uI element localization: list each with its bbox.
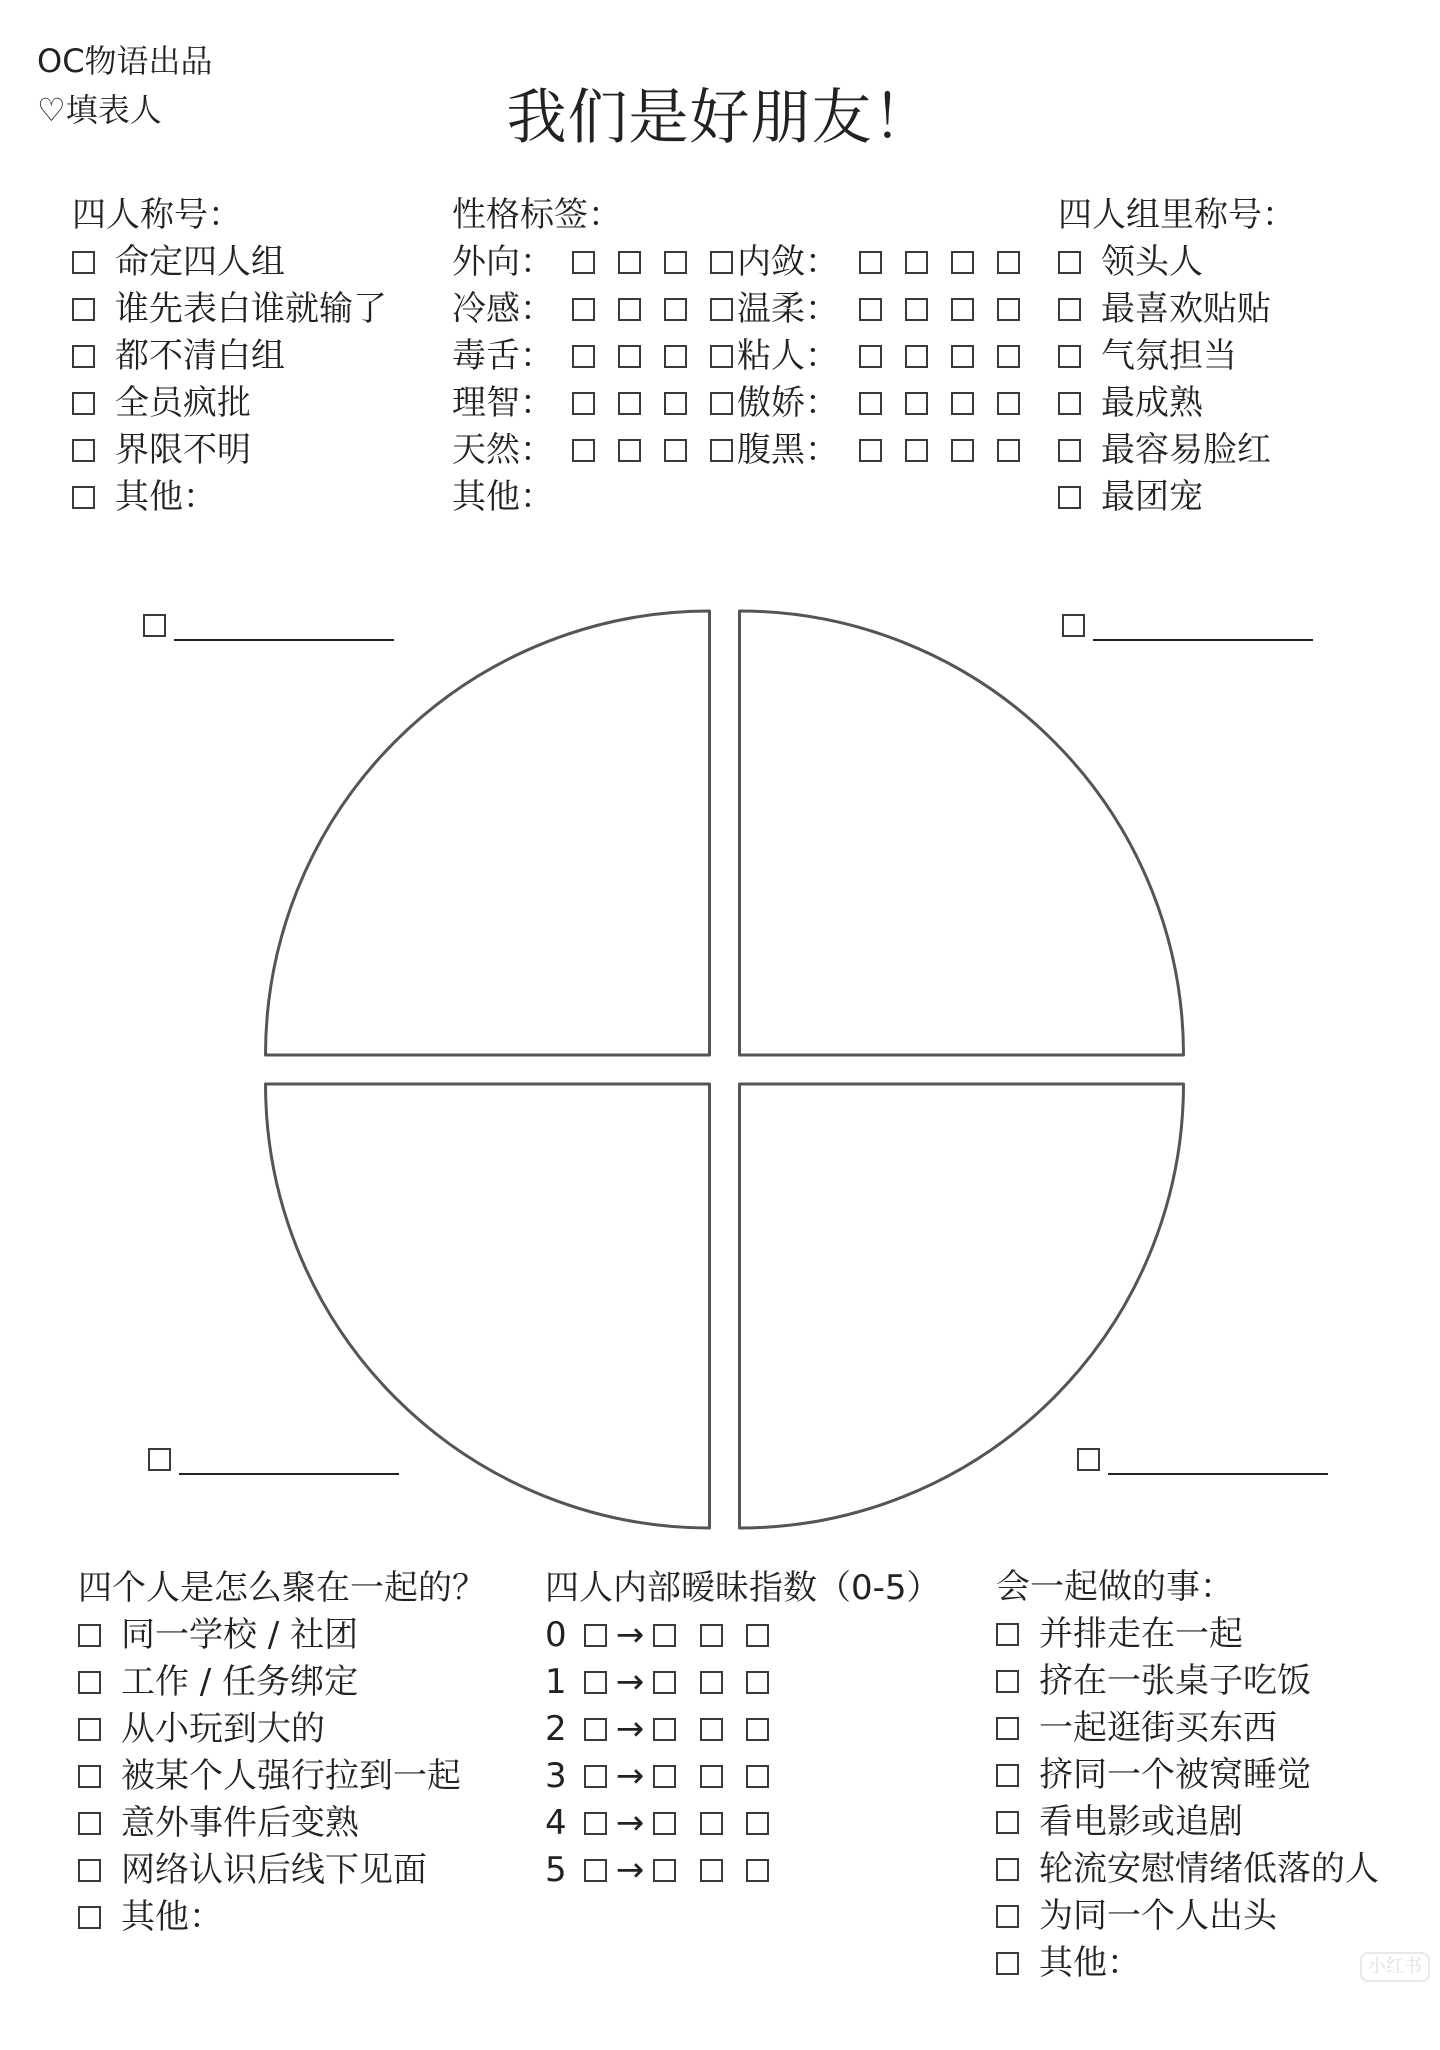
checkbox-icon[interactable] xyxy=(72,439,95,462)
activity-option[interactable] xyxy=(996,1705,1379,1752)
to-box[interactable] xyxy=(653,1812,676,1835)
trait-rating-box[interactable] xyxy=(997,392,1020,415)
quadrant-bottom-right[interactable] xyxy=(740,1084,1184,1528)
role-option[interactable] xyxy=(1058,474,1296,521)
how-met-option[interactable] xyxy=(78,1659,486,1706)
checkbox-icon[interactable] xyxy=(1058,298,1081,321)
from-box[interactable] xyxy=(584,1812,607,1835)
trait-label: 腹黑： xyxy=(737,430,839,470)
arrow-right-icon: → xyxy=(615,1662,645,1702)
level-number: 1 xyxy=(545,1662,567,1702)
checkbox-icon[interactable] xyxy=(78,1812,101,1835)
trait-rating-box[interactable] xyxy=(951,439,974,462)
to-box[interactable] xyxy=(700,1812,723,1835)
from-box[interactable] xyxy=(584,1765,607,1788)
option-label: 并排走在一起 xyxy=(1039,1614,1243,1654)
quadrant-bottom-left[interactable] xyxy=(266,1084,710,1528)
role-option[interactable] xyxy=(1058,333,1296,380)
quadrant-top-right[interactable] xyxy=(740,611,1184,1055)
how-met-section xyxy=(78,1565,486,1941)
ambiguity-index-section xyxy=(545,1565,941,1894)
option-label: 看电影或追剧 xyxy=(1039,1802,1243,1842)
filler-label: ♡填表人 xyxy=(37,91,162,129)
option-label: 同一学校 / 社团 xyxy=(121,1615,359,1655)
trait-rating-box[interactable] xyxy=(710,251,733,274)
trait-rating-box[interactable] xyxy=(618,298,641,321)
trait-row xyxy=(452,239,1020,286)
option-label: 领头人 xyxy=(1101,242,1203,282)
from-box[interactable] xyxy=(584,1718,607,1741)
group-title-option[interactable] xyxy=(72,474,387,521)
checkbox-icon[interactable] xyxy=(72,298,95,321)
option-label: 其他： xyxy=(121,1897,223,1937)
trait-rating-box[interactable] xyxy=(905,298,928,321)
activity-option[interactable] xyxy=(996,1799,1379,1846)
option-label: 挤在一张桌子吃饭 xyxy=(1039,1661,1311,1701)
group-titles-section xyxy=(72,192,387,521)
role-option[interactable] xyxy=(1058,286,1296,333)
checkbox-icon[interactable] xyxy=(1058,392,1081,415)
checkbox-icon[interactable] xyxy=(1058,439,1081,462)
to-box[interactable] xyxy=(700,1859,723,1882)
trait-rating-box[interactable] xyxy=(997,251,1020,274)
to-box[interactable] xyxy=(700,1624,723,1647)
trait-rating-box[interactable] xyxy=(618,345,641,368)
trait-rating-box[interactable] xyxy=(572,392,595,415)
trait-rating-box[interactable] xyxy=(859,345,882,368)
activity-option[interactable] xyxy=(996,1752,1379,1799)
option-label: 最喜欢贴贴 xyxy=(1101,289,1271,329)
option-label: 最容易脸红 xyxy=(1101,430,1271,470)
to-box[interactable] xyxy=(746,1812,769,1835)
ambiguity-row xyxy=(545,1847,941,1894)
trait-rating-box[interactable] xyxy=(951,392,974,415)
option-label: 最成熟 xyxy=(1101,383,1203,423)
role-option[interactable] xyxy=(1058,239,1296,286)
checkbox-icon[interactable] xyxy=(143,614,166,637)
checkbox-icon[interactable] xyxy=(996,1623,1019,1646)
to-box[interactable] xyxy=(653,1624,676,1647)
trait-rating-box[interactable] xyxy=(618,392,641,415)
option-label: 全员疯批 xyxy=(115,383,251,423)
from-box[interactable] xyxy=(584,1859,607,1882)
to-box[interactable] xyxy=(746,1859,769,1882)
trait-rating-box[interactable] xyxy=(710,439,733,462)
option-label: 从小玩到大的 xyxy=(121,1709,325,1749)
trait-rating-box[interactable] xyxy=(572,251,595,274)
option-label: 工作 / 任务绑定 xyxy=(121,1662,359,1702)
group-title-option[interactable] xyxy=(72,239,387,286)
to-box[interactable] xyxy=(653,1859,676,1882)
checkbox-icon[interactable] xyxy=(72,345,95,368)
checkbox-icon[interactable] xyxy=(78,1906,101,1929)
ambiguity-row xyxy=(545,1659,941,1706)
role-option[interactable] xyxy=(1058,380,1296,427)
trait-row xyxy=(452,427,1020,474)
arrow-right-icon: → xyxy=(615,1850,645,1890)
to-box[interactable] xyxy=(653,1765,676,1788)
trait-rating-box[interactable] xyxy=(905,439,928,462)
trait-rating-box[interactable] xyxy=(905,392,928,415)
how-met-option[interactable] xyxy=(78,1612,486,1659)
page-title: 我们是好朋友！ xyxy=(506,83,934,153)
checkbox-icon[interactable] xyxy=(78,1624,101,1647)
trait-label: 天然： xyxy=(452,430,554,470)
arrow-right-icon: → xyxy=(615,1803,645,1843)
from-box[interactable] xyxy=(584,1624,607,1647)
checkbox-icon[interactable] xyxy=(996,1764,1019,1787)
checkbox-icon[interactable] xyxy=(78,1718,101,1741)
option-label: 命定四人组 xyxy=(115,242,285,282)
option-label: 最团宠 xyxy=(1101,477,1203,517)
trait-rating-box[interactable] xyxy=(905,345,928,368)
trait-label: 毒舌： xyxy=(452,336,554,376)
from-box[interactable] xyxy=(584,1671,607,1694)
group-title-option[interactable] xyxy=(72,380,387,427)
group-title-option[interactable] xyxy=(72,427,387,474)
option-label: 谁先表白谁就输了 xyxy=(115,289,387,329)
option-label: 都不清白组 xyxy=(115,336,285,376)
ambiguity-row xyxy=(545,1753,941,1800)
trait-rating-box[interactable] xyxy=(951,298,974,321)
checkbox-icon[interactable] xyxy=(72,392,95,415)
section-heading: 四人内部暧昧指数（0-5） xyxy=(545,1568,941,1608)
trait-rating-box[interactable] xyxy=(572,345,595,368)
to-box[interactable] xyxy=(746,1624,769,1647)
group-title-option[interactable] xyxy=(72,333,387,380)
ambiguity-row xyxy=(545,1706,941,1753)
trait-rating-box[interactable] xyxy=(859,439,882,462)
trait-rating-box[interactable] xyxy=(664,345,687,368)
roles-section xyxy=(1058,192,1296,521)
option-label: 挤同一个被窝睡觉 xyxy=(1039,1755,1311,1795)
trait-rating-box[interactable] xyxy=(572,439,595,462)
checkbox-icon[interactable] xyxy=(72,251,95,274)
how-met-option[interactable] xyxy=(78,1847,486,1894)
activity-option[interactable] xyxy=(996,1940,1379,1987)
trait-rating-box[interactable] xyxy=(859,298,882,321)
trait-rating-box[interactable] xyxy=(859,392,882,415)
option-label: 气氛担当 xyxy=(1101,336,1237,376)
checkbox-icon[interactable] xyxy=(1058,486,1081,509)
to-box[interactable] xyxy=(700,1765,723,1788)
trait-other-label: 其他： xyxy=(452,477,554,517)
watermark-logo: 小红书 xyxy=(1360,1952,1430,1982)
trait-rating-box[interactable] xyxy=(997,345,1020,368)
trait-row xyxy=(452,286,1020,333)
trait-label: 傲娇： xyxy=(737,383,839,423)
trait-label: 温柔： xyxy=(737,289,839,329)
option-label: 其他： xyxy=(1039,1943,1141,1983)
to-box[interactable] xyxy=(700,1718,723,1741)
personality-tags-section xyxy=(452,192,1020,521)
checkbox-icon[interactable] xyxy=(996,1858,1019,1881)
option-label: 轮流安慰情绪低落的人 xyxy=(1039,1849,1379,1889)
how-met-option[interactable] xyxy=(78,1894,486,1941)
checkbox-icon[interactable] xyxy=(996,1952,1019,1975)
checkbox-icon[interactable] xyxy=(148,1448,171,1471)
trait-rating-box[interactable] xyxy=(664,439,687,462)
how-met-option[interactable] xyxy=(78,1753,486,1800)
arrow-right-icon: → xyxy=(615,1709,645,1749)
option-label: 一起逛街买东西 xyxy=(1039,1708,1277,1748)
how-met-option[interactable] xyxy=(78,1706,486,1753)
checkbox-icon[interactable] xyxy=(996,1905,1019,1928)
trait-rating-box[interactable] xyxy=(664,298,687,321)
trait-rating-box[interactable] xyxy=(859,251,882,274)
level-number: 2 xyxy=(545,1709,567,1749)
trait-rating-box[interactable] xyxy=(951,251,974,274)
role-option[interactable] xyxy=(1058,427,1296,474)
level-number: 5 xyxy=(545,1850,567,1890)
trait-rating-box[interactable] xyxy=(618,439,641,462)
to-box[interactable] xyxy=(653,1671,676,1694)
section-heading: 会一起做的事： xyxy=(996,1567,1234,1607)
brand-label: OC物语出品 xyxy=(37,42,213,80)
to-box[interactable] xyxy=(746,1765,769,1788)
trait-label: 外向： xyxy=(452,242,554,282)
trait-label: 粘人： xyxy=(737,336,839,376)
trait-rating-box[interactable] xyxy=(997,298,1020,321)
checkbox-icon[interactable] xyxy=(78,1765,101,1788)
checkbox-icon[interactable] xyxy=(1058,345,1081,368)
checkbox-icon[interactable] xyxy=(72,486,95,509)
how-met-option[interactable] xyxy=(78,1800,486,1847)
to-box[interactable] xyxy=(746,1671,769,1694)
trait-rating-box[interactable] xyxy=(664,392,687,415)
arrow-right-icon: → xyxy=(615,1615,645,1655)
level-number: 4 xyxy=(545,1803,567,1843)
option-label: 意外事件后变熟 xyxy=(121,1803,359,1843)
trait-row xyxy=(452,333,1020,380)
trait-rating-box[interactable] xyxy=(664,251,687,274)
section-heading: 四人称号： xyxy=(72,195,242,235)
activity-option[interactable] xyxy=(996,1893,1379,1940)
checkbox-icon[interactable] xyxy=(996,1717,1019,1740)
checkbox-icon[interactable] xyxy=(78,1859,101,1882)
activity-option[interactable] xyxy=(996,1846,1379,1893)
trait-label: 理智： xyxy=(452,383,554,423)
ambiguity-row xyxy=(545,1800,941,1847)
trait-rating-box[interactable] xyxy=(710,298,733,321)
checkbox-icon[interactable] xyxy=(996,1811,1019,1834)
activity-option[interactable] xyxy=(996,1658,1379,1705)
to-box[interactable] xyxy=(746,1718,769,1741)
option-label: 其他： xyxy=(115,477,217,517)
trait-label: 冷感： xyxy=(452,289,554,329)
four-quadrant-circle xyxy=(255,600,1195,1540)
checkbox-icon[interactable] xyxy=(1058,251,1081,274)
shared-activities-section xyxy=(996,1564,1379,1987)
ambiguity-row xyxy=(545,1612,941,1659)
trait-label: 内敛： xyxy=(737,242,839,282)
section-heading: 四人组里称号： xyxy=(1058,195,1296,235)
option-label: 为同一个人出头 xyxy=(1039,1896,1277,1936)
quadrant-top-left[interactable] xyxy=(266,611,710,1055)
trait-rating-box[interactable] xyxy=(905,251,928,274)
option-label: 网络认识后线下见面 xyxy=(121,1850,427,1890)
level-number: 0 xyxy=(545,1615,567,1655)
trait-row xyxy=(452,380,1020,427)
section-heading: 四个人是怎么聚在一起的？ xyxy=(78,1568,486,1608)
group-title-option[interactable] xyxy=(72,286,387,333)
level-number: 3 xyxy=(545,1756,567,1796)
trait-rating-box[interactable] xyxy=(572,298,595,321)
option-label: 界限不明 xyxy=(115,430,251,470)
trait-rating-box[interactable] xyxy=(951,345,974,368)
checkbox-icon[interactable] xyxy=(996,1670,1019,1693)
to-box[interactable] xyxy=(653,1718,676,1741)
option-label: 被某个人强行拉到一起 xyxy=(121,1756,461,1796)
arrow-right-icon: → xyxy=(615,1756,645,1796)
trait-rating-box[interactable] xyxy=(710,392,733,415)
to-box[interactable] xyxy=(700,1671,723,1694)
trait-rating-box[interactable] xyxy=(710,345,733,368)
checkbox-icon[interactable] xyxy=(78,1671,101,1694)
section-heading: 性格标签： xyxy=(452,195,622,235)
trait-rating-box[interactable] xyxy=(618,251,641,274)
activity-option[interactable] xyxy=(996,1611,1379,1658)
trait-rating-box[interactable] xyxy=(997,439,1020,462)
